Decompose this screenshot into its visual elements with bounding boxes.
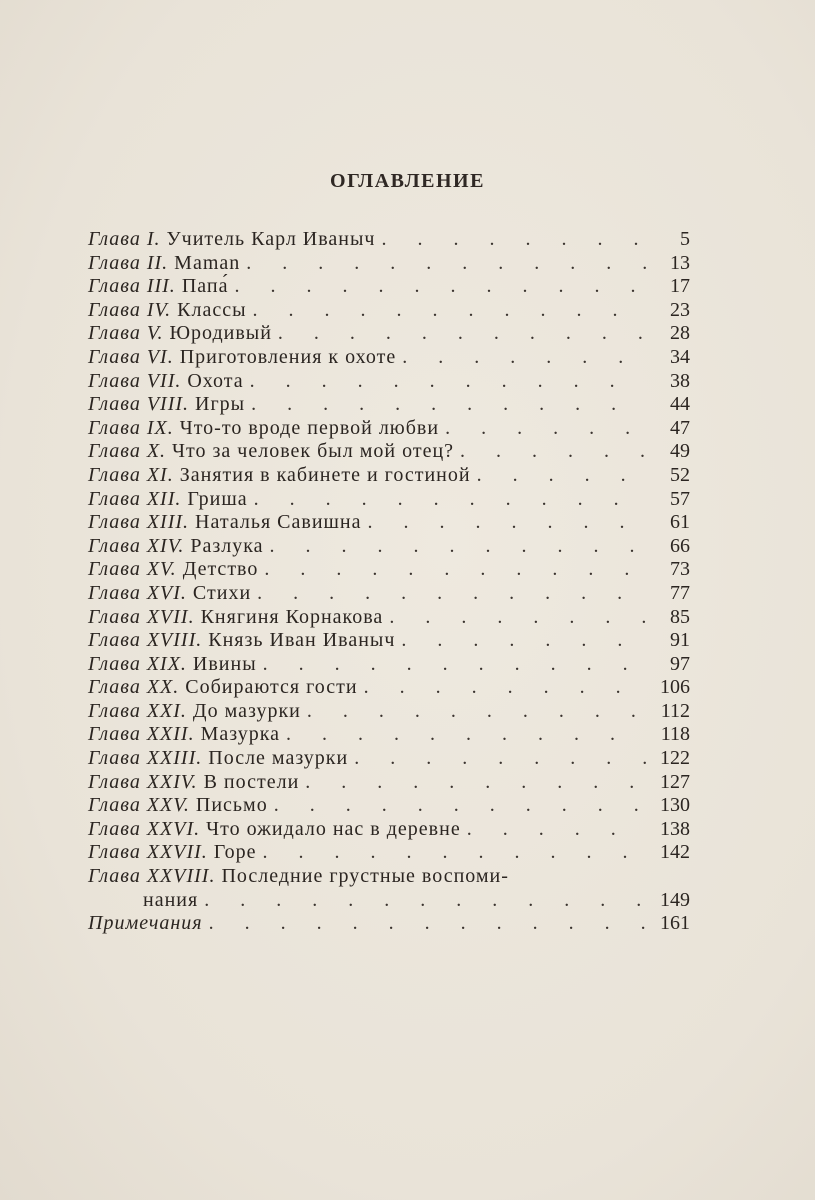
toc-entry-label: [88, 606, 383, 630]
toc-page-number: 61: [670, 511, 690, 534]
toc-chapter-title: Собираются гости: [185, 676, 358, 699]
toc-entry-label: [88, 464, 471, 488]
toc-entry-label: [88, 511, 362, 535]
toc-entry-label: [88, 299, 247, 323]
toc-chapter-number: Глава V.: [88, 322, 164, 345]
toc-chapter-number: Глава XXVII.: [88, 841, 208, 864]
toc-entry: [88, 535, 690, 559]
toc-page-number: 138: [660, 817, 690, 840]
toc-entry-label: [88, 723, 280, 747]
toc-page-number: 106: [660, 676, 690, 699]
toc-entry: [88, 723, 690, 747]
toc-page-number: 112: [660, 699, 690, 722]
toc-page-number: 161: [660, 912, 690, 935]
toc-entry: [88, 464, 690, 488]
toc-page-number: 49: [670, 440, 690, 463]
toc-entry-label: [88, 252, 240, 276]
dot-leader: [250, 370, 646, 394]
toc-entry-label: [88, 393, 245, 417]
toc-entry-label: [88, 912, 203, 936]
toc-page-number: 44: [670, 393, 690, 416]
dot-leader: [253, 299, 646, 323]
dot-leader: [305, 771, 646, 795]
dot-leader: [401, 629, 646, 653]
toc-page-number: 118: [660, 723, 690, 746]
toc-entry: [88, 771, 690, 795]
toc-entry-label: [88, 629, 395, 653]
dot-leader: [460, 440, 646, 464]
toc-page-number: 23: [670, 298, 690, 321]
dot-leader: [209, 912, 646, 936]
toc-chapter-title: Наталья Савишна: [195, 511, 362, 534]
toc-page-number: 77: [670, 581, 690, 604]
toc-entry: [88, 676, 690, 700]
toc-chapter-number: Глава III.: [88, 275, 176, 298]
dot-leader: [307, 700, 646, 724]
toc-entry-label: [88, 275, 228, 299]
dot-leader: [445, 417, 646, 441]
toc-entry-label: [88, 747, 348, 771]
toc-entry: [88, 417, 690, 441]
toc-chapter-title: Папа́: [181, 275, 229, 298]
dot-leader: [402, 346, 646, 370]
toc-chapter-title: Охота: [187, 369, 244, 392]
toc-chapter-number: Глава XXIII.: [88, 747, 203, 770]
dot-leader: [246, 252, 646, 276]
toc-entry: [88, 818, 690, 842]
toc-entry: [88, 275, 690, 299]
dot-leader: [364, 676, 646, 700]
toc-chapter-title: Юродивый: [169, 322, 272, 345]
toc-chapter-number: Глава IX.: [88, 416, 174, 439]
toc-chapter-number: Глава VII.: [88, 369, 182, 392]
toc-entry-label: [88, 488, 248, 512]
toc-entry: [88, 794, 690, 818]
toc-entry: [88, 488, 690, 512]
toc-entry: [88, 440, 690, 464]
toc-chapter-number: Глава XI.: [88, 463, 174, 486]
toc-chapter-title: Что-то вроде первой любви: [179, 416, 440, 439]
toc-chapter-number: Глава XIX.: [88, 652, 187, 675]
toc-page-number: 73: [670, 558, 690, 581]
dot-leader: [382, 228, 647, 252]
toc-chapter-number: Глава XIII.: [88, 511, 190, 534]
toc-page-number: 13: [670, 251, 690, 274]
toc-chapter-title: Письмо: [195, 794, 268, 817]
toc-chapter-title: Занятия в кабинете и гостиной: [179, 463, 471, 486]
toc-entry-label: [88, 558, 258, 582]
toc-entry-label: [88, 535, 264, 559]
toc-chapter-number: Примечания: [88, 912, 203, 935]
toc-chapter-number: Глава XXII.: [88, 723, 195, 746]
toc-entry: [88, 629, 690, 653]
toc-entry-label: [143, 889, 198, 913]
toc-entry-label: [88, 370, 244, 394]
toc-chapter-title: До мазурки: [192, 699, 301, 722]
toc-chapter-title: Ивины: [192, 652, 257, 675]
toc-entry: [88, 582, 690, 606]
toc-page-number: 52: [670, 463, 690, 486]
toc-entry-label: [88, 794, 268, 818]
toc-chapter-title: Гриша: [187, 487, 248, 510]
toc-chapter-title: Классы: [177, 298, 247, 321]
dot-leader: [286, 723, 646, 747]
dot-leader: [262, 841, 646, 865]
toc-page-number: 17: [670, 275, 690, 298]
toc-entry: [88, 653, 690, 677]
toc-entry-label: [88, 322, 272, 346]
dot-leader: [270, 535, 646, 559]
toc-entry: [88, 346, 690, 370]
dot-leader: [389, 606, 646, 630]
toc-entry: [88, 322, 690, 346]
dot-leader: [257, 582, 646, 606]
toc-page-number: 91: [670, 629, 690, 652]
toc-chapter-title: Последние грустные воспоми-: [221, 865, 509, 888]
toc-page-number: 38: [670, 369, 690, 392]
dot-leader: [274, 794, 646, 818]
toc-page-number: 97: [670, 652, 690, 675]
toc-chapter-number: Глава IV.: [88, 298, 172, 321]
toc-chapter-title: Что за человек был мой отец?: [172, 440, 455, 463]
toc-entry-label: [88, 417, 439, 441]
toc-chapter-title: Мазурка: [200, 723, 281, 746]
toc-chapter-title: Стихи: [192, 581, 252, 604]
toc-entry: [88, 841, 690, 865]
dot-leader: [254, 488, 646, 512]
toc-page-number: 85: [670, 605, 690, 628]
toc-entry: [88, 889, 690, 913]
toc-chapter-number: Глава VIII.: [88, 393, 190, 416]
toc-chapter-title: Что ожидало нас в деревне: [206, 817, 461, 840]
toc-chapter-title: В постели: [203, 770, 300, 793]
toc-chapter-title: Горе: [213, 841, 257, 864]
toc-page-number: 130: [660, 794, 690, 817]
toc-page-number: 47: [670, 416, 690, 439]
toc-entry-label: [88, 653, 257, 677]
toc-chapter-number: Глава XVI.: [88, 581, 187, 604]
toc-entry: [88, 606, 690, 630]
toc-page-number: 149: [660, 888, 690, 911]
dot-leader: [264, 558, 646, 582]
toc-entry: [88, 700, 690, 724]
toc-chapter-title: Князь Иван Иваныч: [208, 629, 396, 652]
toc-chapter-number: Глава XXVIII.: [88, 865, 216, 888]
toc-page-number: 66: [670, 534, 690, 557]
toc-chapter-number: Глава VI.: [88, 345, 174, 368]
dot-leader: [467, 818, 646, 842]
toc-chapter-number: Глава XVII.: [88, 605, 195, 628]
toc-chapter-title: Разлука: [190, 534, 264, 557]
toc-entry: [88, 370, 690, 394]
toc-entry-label: [88, 841, 256, 865]
dot-leader: [234, 275, 646, 299]
page-title: ОГЛАВЛЕНИЕ: [330, 170, 485, 192]
toc-page-number: 5: [680, 228, 690, 250]
toc-chapter-number: Глава XVIII.: [88, 629, 203, 652]
toc-entry: [88, 865, 690, 889]
toc-entry: [88, 511, 690, 535]
toc-entry: [88, 747, 690, 771]
toc-chapter-number: Глава XXI.: [88, 699, 187, 722]
dot-leader: [278, 322, 646, 346]
toc-page-number: 28: [670, 322, 690, 345]
toc-entry-label: [88, 228, 376, 252]
toc-chapter-title: нания: [143, 888, 199, 911]
dot-leader: [477, 464, 646, 488]
toc-chapter-title: После мазурки: [208, 747, 349, 770]
toc-entry: [88, 393, 690, 417]
toc-chapter-number: Глава XIV.: [88, 534, 185, 557]
table-of-contents: [88, 228, 690, 936]
toc-page-number: 57: [670, 487, 690, 510]
toc-chapter-number: Глава XXV.: [88, 794, 190, 817]
toc-chapter-title: Maman: [174, 251, 241, 274]
toc-entry: [88, 299, 690, 323]
toc-entry-label: [88, 440, 454, 464]
toc-entry-label: [88, 818, 461, 842]
toc-chapter-title: Учитель Карл Иваныч: [166, 228, 376, 250]
toc-entry: [88, 912, 690, 936]
dot-leader: [204, 889, 646, 913]
dot-leader: [263, 653, 646, 677]
toc-entry-label: [88, 582, 251, 606]
dot-leader: [354, 747, 646, 771]
toc-entry-label: [88, 771, 299, 795]
toc-chapter-number: Глава XII.: [88, 487, 182, 510]
toc-chapter-title: Игры: [195, 393, 246, 416]
toc-entry: [88, 252, 690, 276]
toc-entry-label: [88, 346, 396, 370]
dot-leader: [251, 393, 646, 417]
toc-page-number: 127: [660, 770, 690, 793]
toc-chapter-title: Детство: [182, 558, 259, 581]
toc-chapter-title: Княгиня Корнакова: [200, 605, 384, 628]
toc-entry-label: [88, 865, 509, 889]
toc-entry-label: [88, 700, 301, 724]
toc-chapter-number: Глава I.: [88, 228, 161, 250]
toc-entry: [88, 228, 690, 252]
dot-leader: [368, 511, 646, 535]
toc-page-number: 34: [670, 345, 690, 368]
toc-chapter-title: Приготовления к охоте: [179, 345, 397, 368]
toc-chapter-number: Глава X.: [88, 440, 167, 463]
toc-chapter-number: Глава XV.: [88, 558, 177, 581]
toc-chapter-number: Глава II.: [88, 251, 169, 274]
toc-entry-label: [88, 676, 358, 700]
toc-page-number: 122: [660, 747, 690, 770]
toc-entry: [88, 558, 690, 582]
toc-chapter-number: Глава XX.: [88, 676, 180, 699]
toc-chapter-number: Глава XXVI.: [88, 817, 201, 840]
toc-chapter-number: Глава XXIV.: [88, 770, 198, 793]
toc-page-number: 142: [660, 841, 690, 864]
